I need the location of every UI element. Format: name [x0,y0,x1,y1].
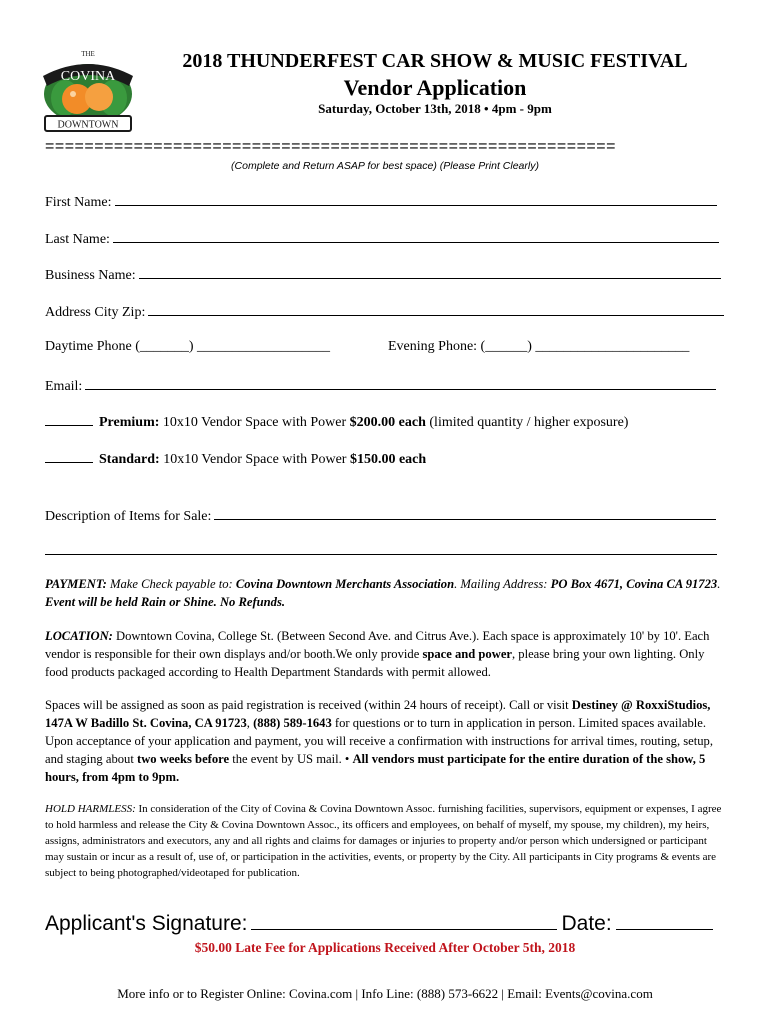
event-title: 2018 THUNDERFEST CAR SHOW & MUSIC FESTIVAL [182,50,688,72]
description-line-1[interactable] [214,506,716,520]
standard-option[interactable] [45,450,426,468]
daytime-phone-field[interactable]: Daytime Phone (_______) ___________________ [45,339,331,354]
premium-price: $200.00 each [349,415,426,430]
standard-price: $150.00 each [349,452,427,467]
business-name-label: Business Name: [45,268,136,283]
address-label: Address City Zip: [45,305,146,320]
location-label: LOCATION: [45,629,113,643]
hold-harmless-paragraph: HOLD HARMLESS: In consideration of the City of Covina & Covina Downtown Assoc. furnishing facilities, supervisors, equipment or expenses, I agree to hold harmless and release the City & Covina Downtown Assoc., its officers and employees, on behalf of myself, my spouse, my children), my heirs, assigns, administrators and executors, any and all rights and claims for damages or injuries to property and/or person which undersigned or participant may sustain or incur as a result of, use of, or participation in the activities, events, or property by the City. All participants in City programs & events are subject to being photographed/videotaped for publication. [45,803,722,879]
payment-payee: Covina Downtown Merchants Association [235,577,455,591]
signature-line[interactable] [251,911,557,930]
payment-address: PO Box 4671, Covina CA 91723 [550,577,718,591]
address-line[interactable] [148,302,724,316]
premium-label: Premium: [99,415,160,430]
contact-phone: (888) 589-1643 [253,716,332,730]
spaces-paragraph: Spaces will be assigned as soon as paid registration is received (within 24 hours of receipt). Call or visit Destiney @ RoxxiStudios, 147A W Badillo St. Covina, CA 91723, (888) 589-1643 for questions or to turn in application in person. Limited spaces available. Upon acceptance of your application and payment, you will receive a confirmation with instructions for arrival times, routing, setup, and staging about two weeks before the event by US mail. • All vendors must participate for the entire duration of the show, 5 hours, from 4pm to 9pm. [45,698,713,784]
logo-bottom-text: DOWNTOWN [57,119,119,131]
rain-or-shine: Event will be held Rain or Shine. No Refunds. [45,595,286,609]
last-name-field[interactable] [45,229,719,248]
instructions: (Complete and Return ASAP for best space) (Please Print Clearly) [231,160,539,172]
late-fee-notice: $50.00 Late Fee for Applications Received After October 5th, 2018 [194,940,576,955]
payment-paragraph: PAYMENT: Make Check payable to: Covina Downtown Merchants Association. Mailing Address: PO Box 4671, Covina CA 91723. Event will be held Rain or Shine. No Refunds. [45,577,721,609]
covina-downtown-logo [35,42,141,134]
contact-location: Destiney @ RoxxiStudios, 147A W Badillo St. Covina, CA 91723 [45,698,711,730]
signature-label: Applicant's Signature: [45,912,248,935]
premium-option[interactable] [45,413,628,431]
address-field[interactable] [45,302,724,321]
separator-line: ========================================================== [45,138,616,155]
premium-desc: 10x10 Vendor Space with Power [159,415,350,430]
description-label: Description of Items for Sale: [45,509,212,524]
first-name-label: First Name: [45,195,112,210]
description-line-2[interactable] [45,541,717,555]
standard-desc: 10x10 Vendor Space with Power [159,452,350,467]
footer-contact: More info or to Register Online: Covina.com | Info Line: (888) 573-6622 | Email: Events@covina.com [117,986,653,1001]
participation-requirement: All vendors must participate for the entire duration of the show, 5 hours, from 4pm to 9pm. [45,752,706,784]
first-name-field[interactable] [45,192,717,211]
standard-label: Standard: [99,452,160,467]
email-line[interactable] [85,376,716,390]
email-label: Email: [45,379,83,394]
standard-checkbox-line[interactable] [45,450,93,463]
location-paragraph: LOCATION: Downtown Covina, College St. (Between Second Ave. and Citrus Ave.). Each space is approximately 10' by 10'. Each vendor is responsible for their own displays and/or booth.We only provide space and power, please bring your own lighting. Only food products packaged according to Health Department Standards with permit allowed. [45,629,710,679]
logo-top-text: THE [81,50,95,58]
form-subtitle: Vendor Application [343,75,527,100]
payment-label: PAYMENT: [45,577,107,591]
last-name-label: Last Name: [45,232,110,247]
premium-note: (limited quantity / higher exposure) [425,415,629,430]
date-label: Date: [561,912,612,935]
last-name-line[interactable] [113,229,719,243]
signature-row [45,911,717,936]
date-line[interactable] [616,911,713,930]
hold-harmless-label: HOLD HARMLESS: [45,803,136,815]
email-field[interactable] [45,376,716,395]
business-name-line[interactable] [139,265,721,279]
description-field[interactable] [45,506,716,525]
premium-checkbox-line[interactable] [45,413,93,426]
first-name-line[interactable] [115,192,718,206]
logo-main-text: COVINA [60,69,116,84]
event-date-line: Saturday, October 13th, 2018 • 4pm - 9pm [318,101,552,116]
evening-phone-field[interactable]: Evening Phone: (______) ______________________ [388,339,690,354]
business-name-field[interactable] [45,265,721,284]
